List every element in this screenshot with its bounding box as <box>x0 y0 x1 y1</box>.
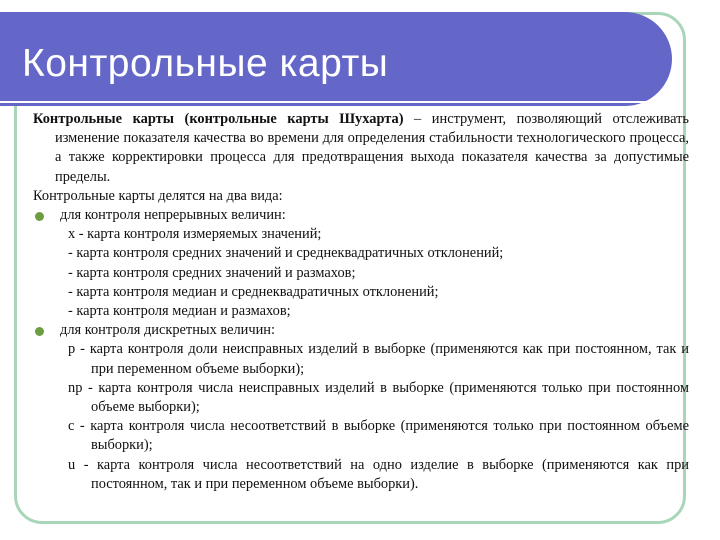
division-text: Контрольные карты делятся на два вида: <box>33 187 283 204</box>
discrete-heading: для контроля дискретных величин: <box>60 322 275 339</box>
list-item: nр - карта контроля числа неисправных изделий в выборке (применяются только при постоянном объеме выборки); <box>68 379 689 416</box>
bullet-discrete <box>33 321 689 340</box>
title-bar <box>0 12 672 106</box>
slide-content <box>33 110 689 494</box>
list-item: - карта контроля средних значений и размахов; <box>68 264 356 281</box>
bullet-dot-icon <box>35 212 44 221</box>
intro-definition: – инструмент, позволяющий отслеживать изменение показателя качества во времени для определения стабильности технологического процесса, а также корректировки процесса для предотвращения выхода показателя качества за допустимые пределы. <box>55 111 689 185</box>
bullet-continuous <box>33 206 689 225</box>
page-title: Контрольные карты <box>22 42 389 85</box>
list-item: - карта контроля медиан и среднеквадратичных отклонений; <box>68 283 439 300</box>
list-item: - карта контроля медиан и размахов; <box>68 303 291 320</box>
list-item: - карта контроля средних значений и среднеквадратичных отклонений; <box>68 245 504 262</box>
list-item: р - карта контроля доли неисправных изделий в выборке (применяются как при постоянном, так и при переменном объеме выборки); <box>68 341 689 377</box>
list-item: х - карта контроля измеряемых значений; <box>68 226 322 243</box>
intro-paragraph <box>33 110 689 187</box>
title-divider <box>0 101 662 103</box>
bullet-dot-icon <box>35 327 44 336</box>
intro-term: Контрольные карты (контрольные карты Шухарта) <box>33 111 404 127</box>
list-item: с - карта контроля числа несоответствий в выборке (применяются только при постоянном объеме выборки); <box>68 418 689 454</box>
continuous-heading: для контроля непрерывных величин: <box>60 207 286 224</box>
list-item: u - карта контроля числа несоответствий на одно изделие в выборке (применяются как при постоянном, так и при переменном объеме выборки). <box>68 456 689 492</box>
